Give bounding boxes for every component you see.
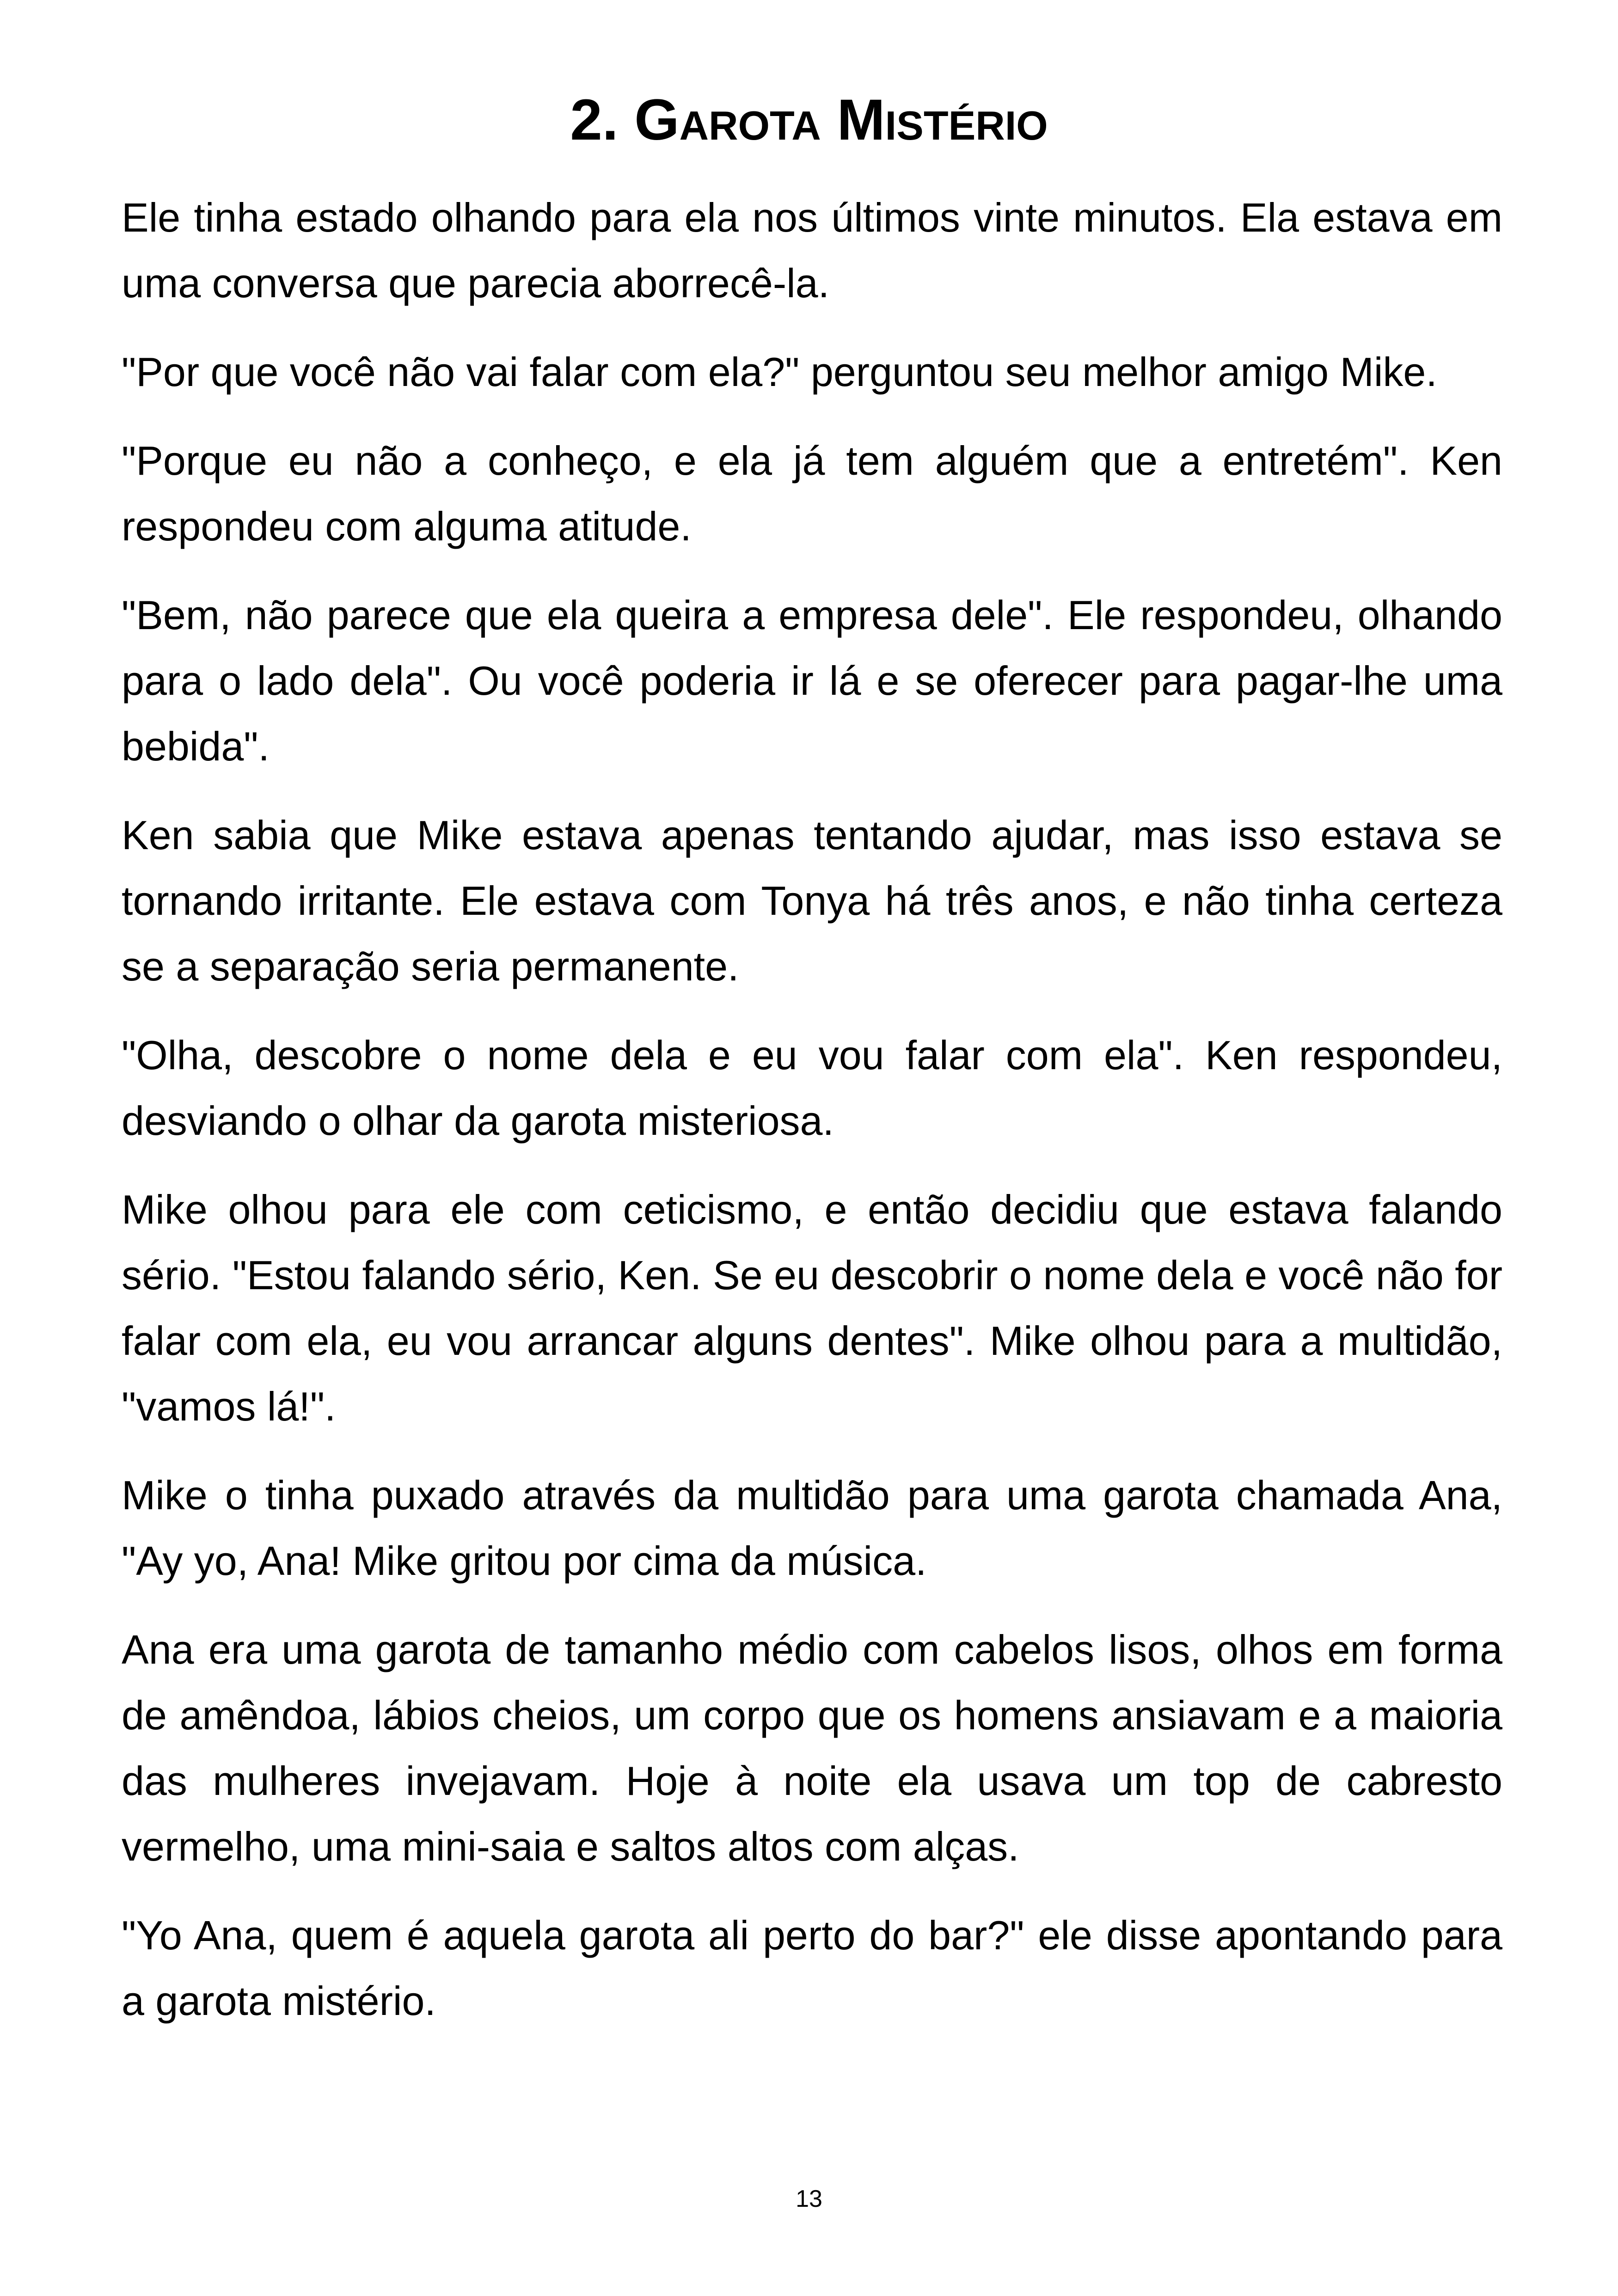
paragraph: Ele tinha estado olhando para ela nos últimos vinte minutos. Ela estava em uma conversa que parecia aborrecê-la. [122, 195, 1502, 306]
page-number: 13 [796, 2186, 822, 2212]
paragraph: "Por que você não vai falar com ela?" perguntou seu melhor amigo Mike. [122, 349, 1437, 395]
paragraph: Mike o tinha puxado através da multidão para uma garota chamada Ana, "Ay yo, Ana! Mike gritou por cima da música. [122, 1472, 1502, 1584]
paragraph: Mike olhou para ele com ceticismo, e então decidiu que estava falando sério. "Estou falando sério, Ken. Se eu descobrir o nome dela e você não for falar com ela, eu vou arrancar alguns dentes". Mike olhou para a multidão, "vamos lá!". [122, 1187, 1502, 1429]
chapter-title [0, 81, 1618, 159]
paragraph: "Yo Ana, quem é aquela garota ali perto do bar?" ele disse apontando para a garota mistério. [122, 1912, 1502, 2024]
chapter-title-text: Garota Mistério [634, 88, 1048, 152]
paragraph: "Bem, não parece que ela queira a empresa dele". Ele respondeu, olhando para o lado dela". Ou você poderia ir lá e se oferecer para pagar-lhe uma bebida". [122, 592, 1502, 769]
chapter-number: 2. [570, 88, 619, 152]
paragraph: Ana era uma garota de tamanho médio com cabelos lisos, olhos em forma de amêndoa, lábios cheios, um corpo que os homens ansiavam e a maioria das mulheres invejavam. Hoje à noite ela usava um top de cabresto vermelho, uma mini-saia e saltos altos com alças. [122, 1627, 1502, 1869]
paragraph: "Porque eu não a conheço, e ela já tem alguém que a entretém". Ken respondeu com alguma atitude. [122, 438, 1502, 549]
chapter-body [122, 185, 1502, 2057]
paragraph: "Olha, descobre o nome dela e eu vou falar com ela". Ken respondeu, desviando o olhar da garota misteriosa. [122, 1032, 1502, 1144]
paragraph: Ken sabia que Mike estava apenas tentando ajudar, mas isso estava se tornando irritante. Ele estava com Tonya há três anos, e não tinha certeza se a separação seria permanente. [122, 812, 1502, 989]
